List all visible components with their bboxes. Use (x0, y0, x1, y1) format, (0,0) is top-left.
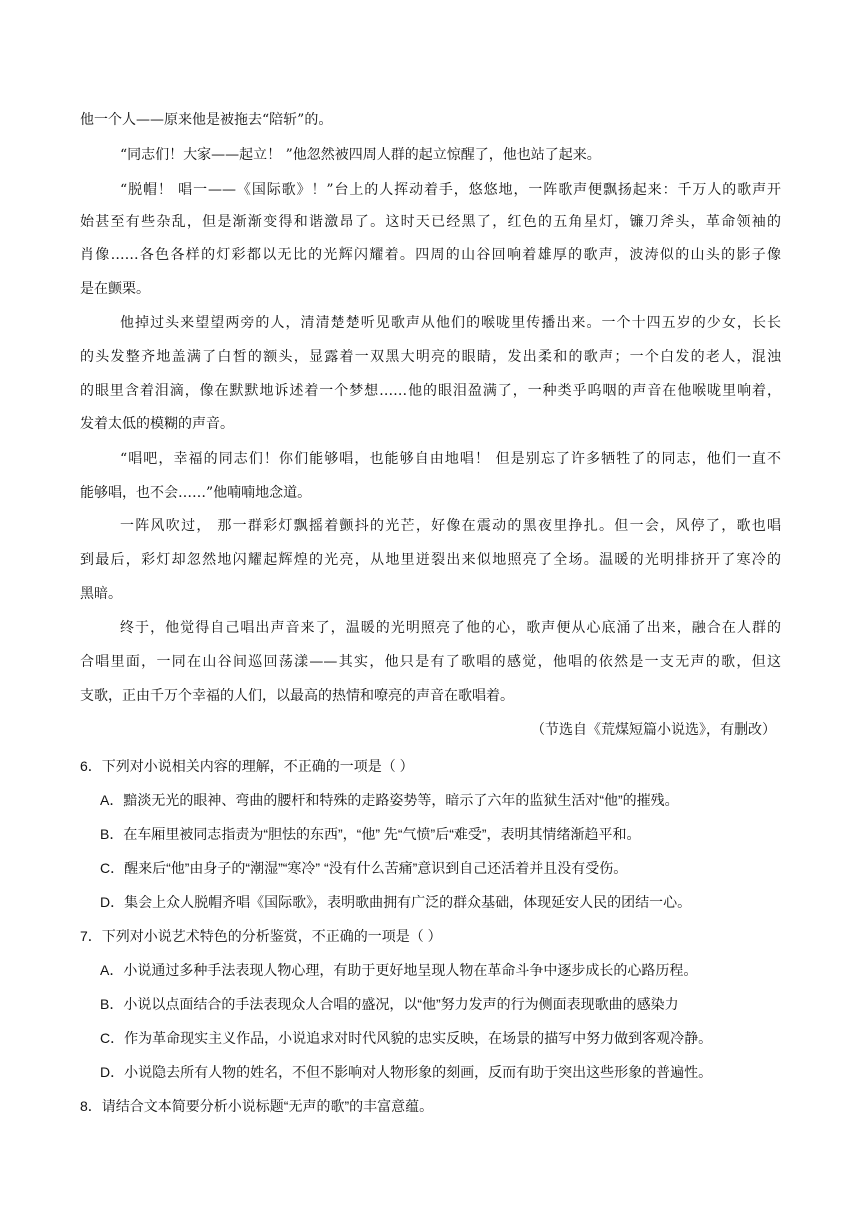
question-6-option-a: A．黯淡无光的眼神、弯曲的腰杆和特殊的走路姿势等，暗示了六年的监狱生活对“他”的摧残。 (100, 792, 679, 808)
passage-line: 一阵风吹过， 那一群彩灯飘摇着颤抖的光芒，好像在震动的黑夜里挣扎。但一会，风停了，歌也唱 (120, 518, 781, 534)
passage-line: 他掉过头来望望两旁的人，清清楚楚听见歌声从他们的喉咙里传播出来。一个十四五岁的少女，长长 (120, 315, 781, 331)
question-8-stem: 8．请结合文本简要分析小说标题“无声的歌”的丰富意蕴。 (80, 1098, 434, 1114)
passage-line: 的头发整齐地盖满了白皙的额头，显露着一双黑大明亮的眼睛，发出柔和的歌声；一个白发的老人，混浊 (80, 349, 781, 365)
passage-line: “脱帽！ 唱一——《国际歌》！”台上的人挥动着手，悠悠地，一阵歌声便飘扬起来：千万人的歌声开 (120, 182, 781, 198)
passage-line: 的眼里含着泪滴，像在默默地诉述着一个梦想……他的眼泪盈满了，一种类乎呜咽的声音在他喉咙里响着， (80, 383, 781, 399)
passage-line: 发着太低的模糊的声音。 (80, 416, 234, 432)
passage-line: “同志们！大家——起立！ ”他忽然被四周人群的起立惊醒了，他也站了起来。 (120, 147, 601, 163)
question-6-option-d: D．集会上众人脱帽齐唱《国际歌》，表明歌曲拥有广泛的群众基础，体现延安人民的团结一心。 (100, 894, 692, 910)
question-6-option-c: C．醒来后“他”由身子的“潮湿”“寒冷” “没有什么苦痛”意识到自己还活着并且没有受伤。 (100, 860, 628, 876)
passage-line: 黑暗。 (80, 586, 122, 602)
passage-line: 肖像……各色各样的灯彩都以无比的光辉闪耀着。四周的山谷回响着雄厚的歌声，波涛似的山头的影子像 (80, 247, 781, 263)
question-6-stem: 6．下列对小说相关内容的理解，不正确的一项是（ ） (80, 758, 414, 774)
passage-line: 能够唱，也不会……”他喃喃地念道。 (80, 485, 312, 501)
question-6-option-b: B．在车厢里被同志指责为“胆怯的东西”，“他” 先“气愤”后“难受”，表明其情绪渐趋平和。 (100, 826, 641, 842)
question-7-option-c: C．作为革命现实主义作品，小说追求对时代风貌的忠实反映，在场景的描写中努力做到客观冷静。 (100, 1030, 713, 1046)
passage-line: 支歌，正由千万个幸福的人们，以最高的热情和嘹亮的声音在歌唱着。 (80, 688, 514, 704)
question-7-option-a: A．小说通过多种手法表现人物心理，有助于更好地呈现人物在革命斗争中逐步成长的心路历程。 (100, 962, 698, 978)
source-citation: （节选自《荒煤短篇小说选》，有删改） (531, 722, 776, 738)
passage-line: 终于，他觉得自己唱出声音来了，温暖的光明照亮了他的心，歌声便从心底涌了出来，融合在人群的 (120, 620, 781, 636)
question-7-option-d: D．小说隐去所有人物的姓名，不但不影响对人物形象的刻画，反而有助于突出这些形象的普遍性。 (100, 1064, 713, 1080)
passage-line: 到最后，彩灯却忽然地闪耀起辉煌的光亮，从地里迸裂出来似地照亮了全场。温暖的光明排挤开了寒冷的 (80, 552, 781, 568)
passage-line: 是在颤栗。 (80, 281, 150, 297)
passage-line: 他一个人——原来他是被拖去“陪斩”的。 (80, 112, 333, 128)
question-7-stem: 7．下列对小说艺术特色的分析鉴赏，不正确的一项是（ ） (80, 928, 442, 944)
passage-line: 始甚至有些杂乱，但是渐渐变得和谐激昂了。这时天已经黑了，红色的五角星灯，镰刀斧头，革命领袖的 (80, 214, 781, 230)
passage-line: “唱吧，幸福的同志们！你们能够唱，也能够自由地唱！ 但是别忘了许多牺牲了的同志，他们一直不 (120, 451, 781, 467)
passage-line: 合唱里面，一同在山谷间巡回荡漾——其实，他只是有了歌唱的感觉，他唱的依然是一支无声的歌，但这 (80, 654, 781, 670)
question-7-option-b: B．小说以点面结合的手法表现众人合唱的盛况，以“他”努力发声的行为侧面表现歌曲的感染力 (100, 996, 679, 1012)
